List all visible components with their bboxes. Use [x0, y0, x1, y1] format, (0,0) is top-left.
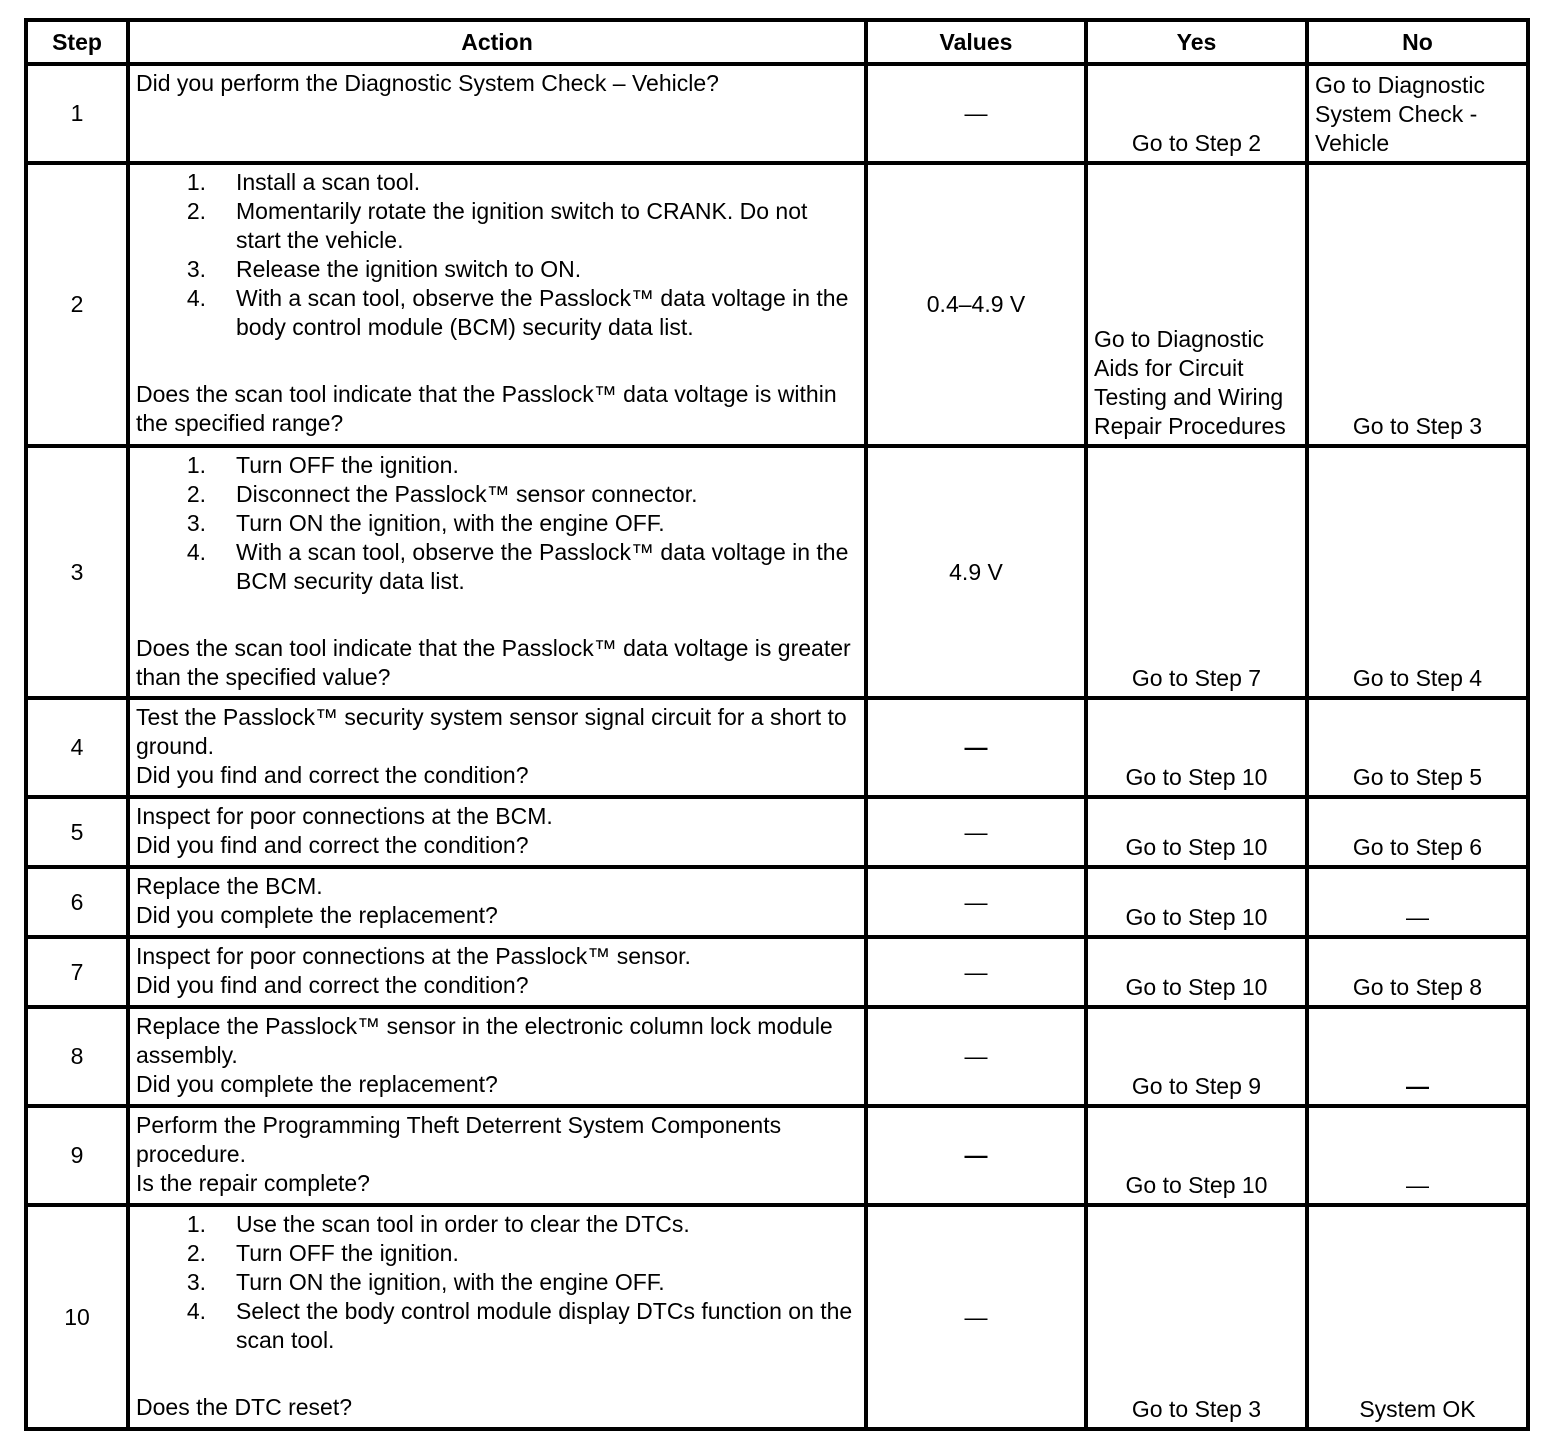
action-text: Replace the BCM. — [136, 873, 323, 899]
yes-cell: Go to Step 7 — [1086, 446, 1307, 698]
item-number: 4. — [186, 539, 206, 565]
question-text: Does the scan tool indicate that the Passlock™ data voltage is greater than the specified value? — [136, 635, 851, 690]
item-number: 2. — [186, 481, 206, 507]
table-row — [26, 797, 1528, 867]
item-text: Momentarily rotate the ignition switch to CRANK. Do not start the vehicle. — [236, 198, 808, 253]
question-text: Did you find and correct the condition? — [136, 832, 529, 858]
action-cell — [128, 1007, 866, 1106]
item-text: Install a scan tool. — [236, 169, 421, 195]
item-text: Select the body control module display DTCs function on the scan tool. — [236, 1298, 853, 1353]
question-text: Is the repair complete? — [136, 1170, 370, 1196]
yes-cell: Go to Step 9 — [1086, 1007, 1307, 1106]
no-cell: Go to Diagnostic System Check - Vehicle — [1307, 64, 1528, 163]
procedure-list — [136, 451, 858, 596]
item-text: With a scan tool, observe the Passlock™ data voltage in the BCM security data list. — [236, 539, 849, 594]
item-number: 4. — [186, 1298, 206, 1324]
action-text: Inspect for poor connections at the Passlock™ sensor. — [136, 943, 691, 969]
step-number: 5 — [26, 797, 128, 867]
header-no: No — [1307, 20, 1528, 64]
values-cell: — — [866, 64, 1086, 163]
list-item — [136, 538, 858, 596]
list-item — [136, 284, 858, 342]
item-number: 2. — [186, 1240, 206, 1266]
action-cell — [128, 446, 866, 698]
table-row — [26, 1007, 1528, 1106]
list-item — [136, 1239, 858, 1268]
step-number: 3 — [26, 446, 128, 698]
no-cell: — — [1307, 1007, 1528, 1106]
no-cell: Go to Step 3 — [1307, 163, 1528, 446]
values-cell: — — [866, 1205, 1086, 1429]
question-text: Did you find and correct the condition? — [136, 972, 529, 998]
item-text: With a scan tool, observe the Passlock™ data voltage in the body control module (BCM) security data list. — [236, 285, 849, 340]
list-item — [136, 1210, 858, 1239]
list-item — [136, 168, 858, 197]
action-cell — [128, 1106, 866, 1205]
procedure-list — [136, 1210, 858, 1355]
yes-cell: Go to Step 10 — [1086, 867, 1307, 937]
table-row — [26, 698, 1528, 797]
list-item — [136, 255, 858, 284]
header-row — [26, 20, 1528, 64]
list-item — [136, 480, 858, 509]
action-text: Inspect for poor connections at the BCM. — [136, 803, 553, 829]
yes-cell: Go to Diagnostic Aids for Circuit Testing and Wiring Repair Procedures — [1086, 163, 1307, 446]
header-action: Action — [128, 20, 866, 64]
step-number: 2 — [26, 163, 128, 446]
table-row — [26, 1205, 1528, 1429]
no-cell: Go to Step 8 — [1307, 937, 1528, 1007]
yes-cell: Go to Step 10 — [1086, 937, 1307, 1007]
header-step: Step — [26, 20, 128, 64]
table-row — [26, 937, 1528, 1007]
item-text: Turn ON the ignition, with the engine OFF. — [236, 510, 665, 536]
yes-cell: Go to Step 3 — [1086, 1205, 1307, 1429]
yes-cell: Go to Step 10 — [1086, 698, 1307, 797]
question-text: Does the DTC reset? — [136, 1394, 353, 1420]
step-number: 6 — [26, 867, 128, 937]
item-number: 3. — [186, 1269, 206, 1295]
item-number: 2. — [186, 198, 206, 224]
action-text: Test the Passlock™ security system sensor signal circuit for a short to ground. — [136, 704, 847, 759]
step-number: 10 — [26, 1205, 128, 1429]
item-number: 3. — [186, 256, 206, 282]
table-row — [26, 64, 1528, 163]
no-cell: — — [1307, 1106, 1528, 1205]
action-cell — [128, 937, 866, 1007]
values-cell: — — [866, 797, 1086, 867]
action-text: Replace the Passlock™ sensor in the electronic column lock module assembly. — [136, 1013, 833, 1068]
item-number: 3. — [186, 510, 206, 536]
action-cell — [128, 698, 866, 797]
yes-cell: Go to Step 10 — [1086, 1106, 1307, 1205]
list-item — [136, 1297, 858, 1355]
header-values: Values — [866, 20, 1086, 64]
item-number: 1. — [186, 452, 206, 478]
action-cell — [128, 163, 866, 446]
item-text: Use the scan tool in order to clear the DTCs. — [236, 1211, 690, 1237]
no-cell: Go to Step 4 — [1307, 446, 1528, 698]
action-cell — [128, 867, 866, 937]
yes-cell: Go to Step 2 — [1086, 64, 1307, 163]
values-cell: — — [866, 1106, 1086, 1205]
table-row — [26, 867, 1528, 937]
action-cell — [128, 797, 866, 867]
step-number: 8 — [26, 1007, 128, 1106]
question-text: Did you complete the replacement? — [136, 902, 498, 928]
action-text: Perform the Programming Theft Deterrent System Components procedure. — [136, 1112, 782, 1167]
action-cell — [128, 1205, 866, 1429]
values-cell: 0.4–4.9 V — [866, 163, 1086, 446]
table-row — [26, 1106, 1528, 1205]
values-cell: — — [866, 937, 1086, 1007]
question-text: Did you complete the replacement? — [136, 1071, 498, 1097]
step-number: 1 — [26, 64, 128, 163]
procedure-list — [136, 168, 858, 342]
item-text: Disconnect the Passlock™ sensor connector. — [236, 481, 698, 507]
table-row — [26, 446, 1528, 698]
diagnostic-table — [24, 18, 1530, 1431]
step-number: 4 — [26, 698, 128, 797]
item-text: Turn OFF the ignition. — [236, 1240, 459, 1266]
values-cell: — — [866, 867, 1086, 937]
item-number: 1. — [186, 169, 206, 195]
no-cell: — — [1307, 867, 1528, 937]
no-cell: System OK — [1307, 1205, 1528, 1429]
item-text: Turn OFF the ignition. — [236, 452, 459, 478]
step-number: 7 — [26, 937, 128, 1007]
list-item — [136, 509, 858, 538]
item-text: Release the ignition switch to ON. — [236, 256, 582, 282]
item-number: 1. — [186, 1211, 206, 1237]
item-text: Turn ON the ignition, with the engine OFF. — [236, 1269, 665, 1295]
yes-cell: Go to Step 10 — [1086, 797, 1307, 867]
action-text: Did you perform the Diagnostic System Check – Vehicle? — [136, 70, 719, 96]
table-row — [26, 163, 1528, 446]
values-cell: — — [866, 698, 1086, 797]
step-number: 9 — [26, 1106, 128, 1205]
values-cell: — — [866, 1007, 1086, 1106]
action-cell — [128, 64, 866, 163]
list-item — [136, 197, 858, 255]
question-text: Did you find and correct the condition? — [136, 762, 529, 788]
values-cell: 4.9 V — [866, 446, 1086, 698]
header-yes: Yes — [1086, 20, 1307, 64]
list-item — [136, 1268, 858, 1297]
no-cell: Go to Step 6 — [1307, 797, 1528, 867]
question-text: Does the scan tool indicate that the Passlock™ data voltage is within the specified range? — [136, 381, 837, 436]
no-cell: Go to Step 5 — [1307, 698, 1528, 797]
item-number: 4. — [186, 285, 206, 311]
list-item — [136, 451, 858, 480]
